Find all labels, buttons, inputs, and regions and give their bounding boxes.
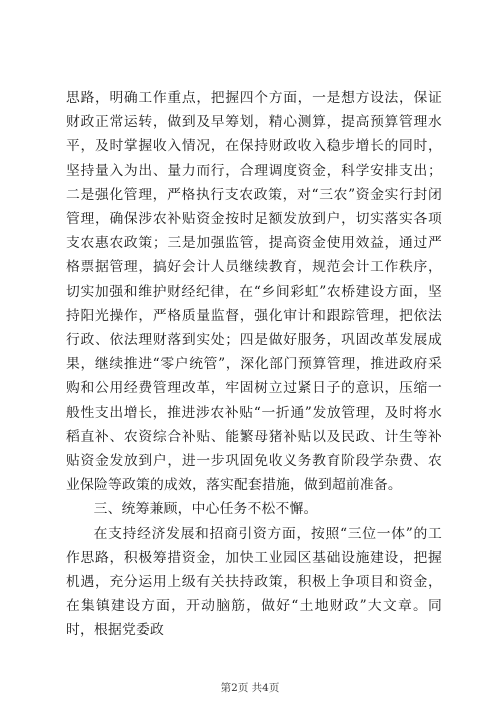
paragraph-economic-development: 在支持经济发展和招商引资方面，按照“三位一体”的工作思路，积极筹措资金，加快工业园区基础设施建设，把握机遇，充分运用上级有关扶持政策，积极上争项目和资金，在集镇建设方面，开动脑筋，做好“土地财政”大文章。同时，根据党委政 (66, 525, 442, 639)
page-footer: 第2页 共4页 (220, 682, 280, 694)
section-heading: 三、统筹兼顾，中心任务不松不懈。 (93, 501, 318, 518)
document-body (66, 86, 442, 643)
paragraph-continuation: 思路，明确工作重点，把握四个方面，一是想方设法，保证财政正常运转，做到及早筹划，精心测算，提高预算管理水平，及时掌握收入情况，在保持财政收入稳步增长的同时，坚持量入为出、量力而行，合理调度资金，科学安排支出；二是强化管理，严格执行支农政策，对“三农”资金实行封闭管理，确保涉农补贴资金按时足额发放到户，切实落实各项支农惠农政策；三是加强监管，提高资金使用效益，通过严格票据管理，搞好会计人员继续教育，规范会计工作秩序，切实加强和维护财经纪律，在“乡间彩虹”农桥建设方面，坚持阳光操作，严格质量监督，强化审计和跟踪管理，把依法行政、依法理财落到实处；四是做好服务，巩固改革发展成果，继续推进“零户统管”，深化部门预算管理，推进政府采购和公用经费管理改革，牢固树立过紧日子的意识，压缩一般性支出增长，推进涉农补贴“一折通”发放管理，及时将水稻直补、农资综合补贴、能繁母猪补贴以及民政、计生等补贴资金发放到户，进一步巩固免收义务教育阶段学杂费、农业保险等政策的成效，落实配套措施，做到超前准备。 (66, 90, 442, 494)
